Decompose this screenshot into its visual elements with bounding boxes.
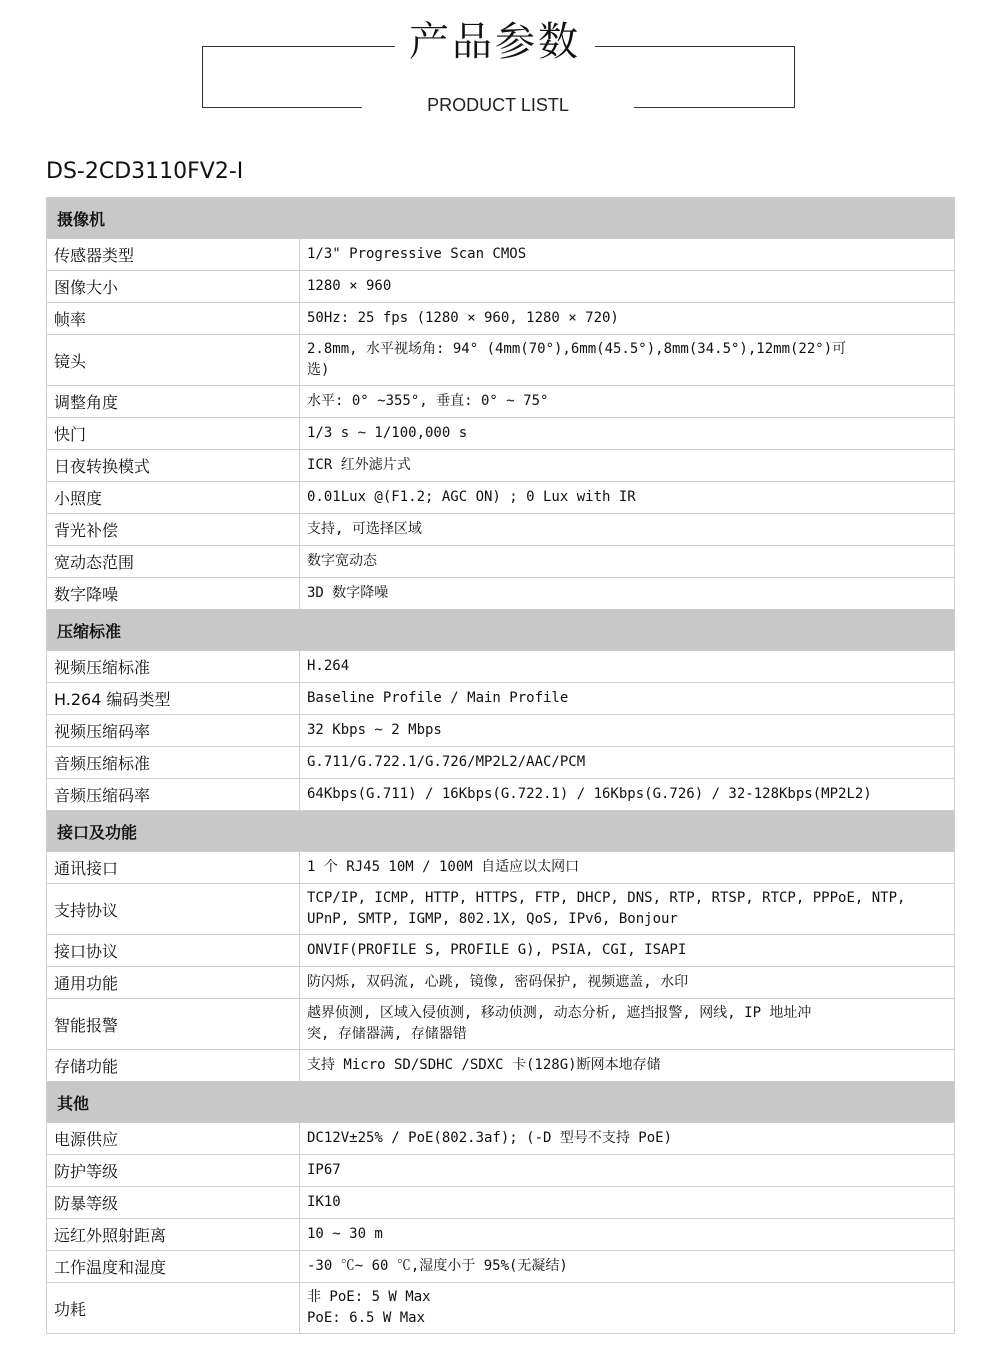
spec-row [47,967,955,999]
spec-value-line: 0.01Lux @(F1.2; AGC ON) ; 0 Lux with IR [307,489,636,505]
spec-row [47,1219,955,1251]
spec-label: 音频压缩码率 [47,779,300,811]
section-header-row [47,811,955,852]
spec-value [300,482,955,514]
spec-row [47,747,955,779]
spec-label: 宽动态范围 [47,546,300,578]
spec-value-line: 水平: 0° ~355°, 垂直: 0° ~ 75° [307,393,549,409]
spec-row [47,1050,955,1082]
spec-label: 远红外照射距离 [47,1219,300,1251]
spec-value [300,1251,955,1283]
spec-value [300,779,955,811]
spec-row [47,651,955,683]
spec-label: 防护等级 [47,1155,300,1187]
spec-value [300,1155,955,1187]
spec-row [47,482,955,514]
section-header-row [47,198,955,239]
spec-row [47,418,955,450]
spec-value [300,1219,955,1251]
spec-value-line: 10 ~ 30 m [307,1226,383,1242]
page-subtitle: PRODUCT LISTL [362,92,634,118]
spec-label: 接口协议 [47,935,300,967]
spec-row [47,450,955,482]
spec-row [47,1251,955,1283]
spec-value-line: ONVIF(PROFILE S, PROFILE G), PSIA, CGI, ISAPI [307,942,687,958]
spec-value [300,239,955,271]
spec-value [300,999,955,1050]
spec-value [300,386,955,418]
spec-row [47,683,955,715]
spec-label: 小照度 [47,482,300,514]
spec-label: 数字降噪 [47,578,300,610]
spec-label: 电源供应 [47,1123,300,1155]
section-header-row [47,610,955,651]
spec-value [300,747,955,779]
section-header-row [47,1082,955,1123]
spec-row [47,239,955,271]
spec-value-line: 非 PoE: 5 W Max [307,1289,431,1305]
spec-row [47,578,955,610]
spec-value-line: 支持, 可选择区域 [307,521,422,537]
spec-row [47,1155,955,1187]
spec-value-line: 1/3 s ~ 1/100,000 s [307,425,468,441]
spec-label: 存储功能 [47,1050,300,1082]
spec-value-line: IP67 [307,1162,341,1178]
frame-right [794,46,795,108]
spec-value [300,935,955,967]
section-title: 其他 [47,1082,955,1123]
spec-label: 通用功能 [47,967,300,999]
spec-label: 调整角度 [47,386,300,418]
spec-value [300,852,955,884]
spec-label: 日夜转换模式 [47,450,300,482]
spec-value-line: 1280 × 960 [307,278,392,294]
spec-label: 功耗 [47,1283,300,1334]
spec-row [47,1123,955,1155]
spec-value-line: 防闪烁, 双码流, 心跳, 镜像, 密码保护, 视频遮盖, 水印 [307,974,689,990]
spec-row [47,779,955,811]
spec-value [300,683,955,715]
spec-value [300,514,955,546]
spec-value [300,450,955,482]
spec-value-line: DC12V±25% / PoE(802.3af); (-D 型号不支持 PoE) [307,1130,673,1146]
spec-label: 传感器类型 [47,239,300,271]
spec-row [47,546,955,578]
section-title: 接口及功能 [47,811,955,852]
spec-value-line: IK10 [307,1194,341,1210]
spec-value [300,1123,955,1155]
page-header [0,0,990,130]
spec-value-line: 支持 Micro SD/SDHC /SDXC 卡(128G)断网本地存储 [307,1057,661,1073]
spec-value [300,1283,955,1334]
spec-value-line: PoE: 6.5 W Max [307,1310,426,1326]
frame-bottom-left [202,107,362,108]
spec-value-line: H.264 [307,658,350,674]
frame-top-right [590,46,794,47]
frame-bottom-right [625,107,795,108]
spec-label: 快门 [47,418,300,450]
frame-left [202,46,203,108]
spec-value-line: 1 个 RJ45 10M / 100M 自适应以太网口 [307,859,580,875]
spec-value [300,715,955,747]
spec-value-line: -30 ℃~ 60 ℃,湿度小于 95%(无凝结) [307,1258,568,1274]
spec-row [47,852,955,884]
spec-label: 镜头 [47,335,300,386]
spec-row [47,335,955,386]
spec-label: 智能报警 [47,999,300,1050]
spec-row [47,1187,955,1219]
spec-value [300,1050,955,1082]
frame-top-left [202,46,395,47]
spec-row [47,303,955,335]
spec-value [300,884,955,935]
spec-row [47,514,955,546]
spec-value [300,967,955,999]
model-number: DS-2CD3110FV2-I [46,159,244,184]
spec-value-line: 数字宽动态 [307,553,377,569]
spec-value-line: ICR 红外滤片式 [307,457,411,473]
spec-value [300,651,955,683]
spec-table [46,197,955,1334]
spec-value [300,303,955,335]
spec-label: 背光补偿 [47,514,300,546]
spec-value-line: 50Hz: 25 fps (1280 × 960, 1280 × 720) [307,310,619,326]
spec-label: 工作温度和湿度 [47,1251,300,1283]
spec-value [300,335,955,386]
spec-row [47,1283,955,1334]
page-title: 产品参数 [395,12,595,72]
spec-row [47,271,955,303]
spec-label: 图像大小 [47,271,300,303]
spec-value-line: 64Kbps(G.711) / 16Kbps(G.722.1) / 16Kbps(G.726) / 32-128Kbps(MP2L2) [307,786,872,802]
spec-value-line: 突, 存储器满, 存储器错 [307,1026,467,1042]
spec-value-line: UPnP, SMTP, IGMP, 802.1X, QoS, IPv6, Bonjour [307,911,678,927]
spec-value-line: 3D 数字降噪 [307,585,389,601]
spec-value [300,1187,955,1219]
spec-row [47,999,955,1050]
spec-value-line: 选) [307,362,330,378]
spec-label: H.264 编码类型 [47,683,300,715]
spec-value [300,578,955,610]
spec-value [300,546,955,578]
spec-value [300,418,955,450]
spec-label: 视频压缩标准 [47,651,300,683]
spec-value-line: 越界侦测, 区域入侵侦测, 移动侦测, 动态分析, 遮挡报警, 网线, IP 地址冲 [307,1005,812,1021]
spec-value-line: G.711/G.722.1/G.726/MP2L2/AAC/PCM [307,754,586,770]
spec-value-line: TCP/IP, ICMP, HTTP, HTTPS, FTP, DHCP, DNS, RTP, RTSP, RTCP, PPPoE, NTP, [307,890,906,906]
spec-label: 通讯接口 [47,852,300,884]
section-title: 压缩标准 [47,610,955,651]
section-title: 摄像机 [47,198,955,239]
spec-row [47,386,955,418]
spec-value [300,271,955,303]
spec-label: 支持协议 [47,884,300,935]
spec-label: 帧率 [47,303,300,335]
spec-label: 防暴等级 [47,1187,300,1219]
spec-value-line: 1/3" Progressive Scan CMOS [307,246,527,262]
spec-value-line: 2.8mm, 水平视场角: 94° (4mm(70°),6mm(45.5°),8mm(34.5°),12mm(22°)可 [307,341,847,357]
spec-row [47,715,955,747]
spec-value-line: 32 Kbps ~ 2 Mbps [307,722,442,738]
spec-label: 视频压缩码率 [47,715,300,747]
spec-value-line: Baseline Profile / Main Profile [307,690,569,706]
spec-row [47,884,955,935]
spec-label: 音频压缩标准 [47,747,300,779]
spec-row [47,935,955,967]
